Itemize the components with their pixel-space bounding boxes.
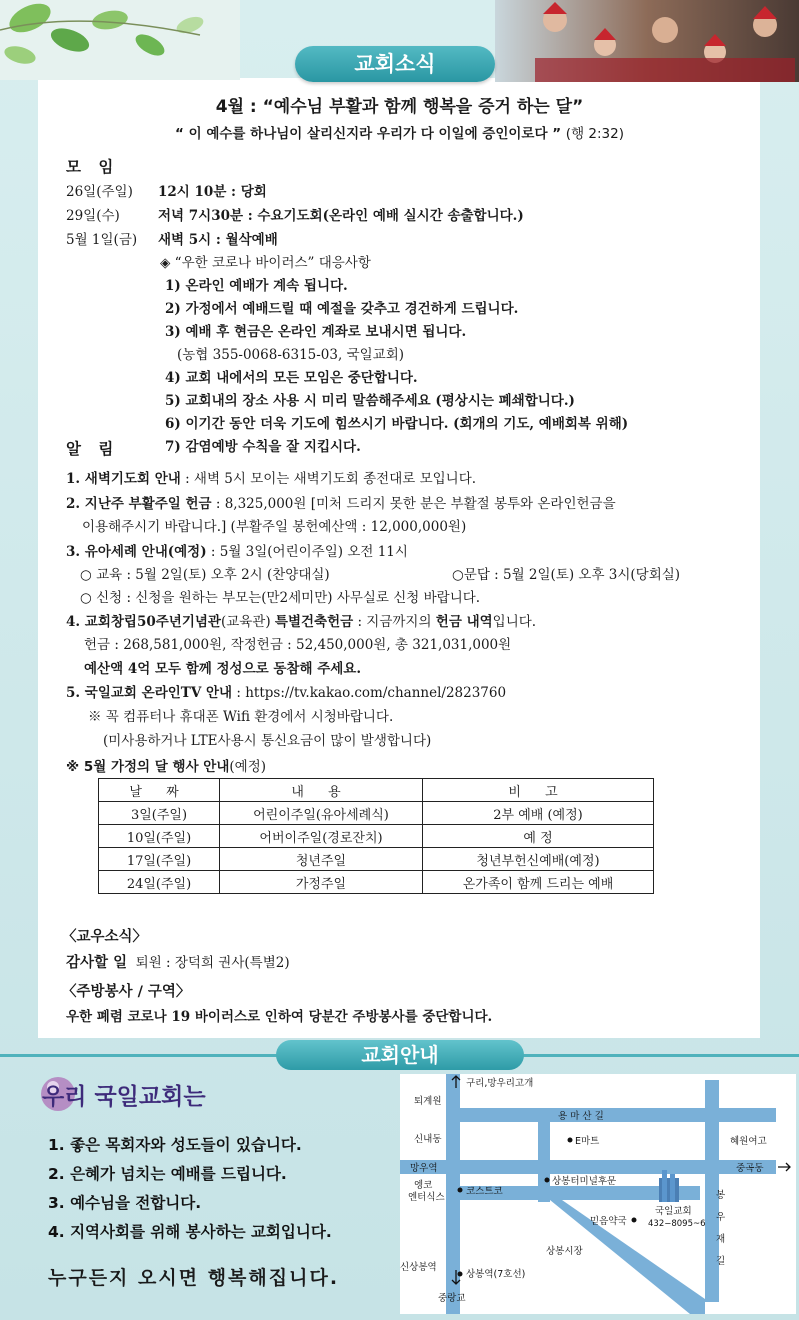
meetings-heading: 모 임: [66, 158, 120, 176]
table-cell: 가정주일: [220, 871, 423, 894]
map-label: 국일교회: [655, 1206, 692, 1217]
church-news-banner: 교회소식: [295, 46, 495, 82]
table-cell: 3일(주일): [99, 802, 220, 825]
map-label: 용 마 산 길: [558, 1111, 604, 1122]
leaves-decoration: [0, 0, 240, 80]
table-cell: 17일(주일): [99, 848, 220, 871]
notice-5: 5. 국일교회 온라인TV 안내 : https://tv.kakao.com/channel/2823760: [66, 685, 507, 701]
teacher-news-heading: 〈교우소식〉: [62, 929, 148, 945]
corona-item: 2) 가정에서 예배드릴 때 예절을 갖추고 경건하게 드립니다.: [165, 301, 519, 317]
corona-item: 4) 교회 내에서의 모든 모임은 중단합니다.: [165, 370, 418, 386]
map-label: 상봉역(7호선): [466, 1269, 526, 1280]
corona-title: ◈ “우한 코로나 바이러스” 대응사항: [160, 255, 371, 271]
may-events-heading: ※ 5월 가정의 달 행사 안내(예정): [66, 759, 267, 775]
kitchen-heading: 〈주방봉사 / 구역〉: [62, 984, 191, 1000]
notice-2-cont: 이용해주시기 바랍니다.] (부활주일 봉헌예산액 : 12,000,000원): [82, 519, 467, 535]
table-cell: 어린이주일(유아세례식): [220, 802, 423, 825]
notice-3: 3. 유아세례 안내(예정) : 5월 3일(어린이주일) 오전 11시: [66, 544, 408, 560]
intro-item: 4. 지역사회를 위해 봉사하는 교회입니다.: [48, 1223, 332, 1241]
table-cell: 2부 예배 (예정): [423, 802, 654, 825]
meeting-date: 29일(수): [66, 208, 120, 224]
meeting-text: 12시 10분 : 당회: [158, 184, 267, 200]
table-row: [99, 825, 654, 848]
notice-3-qa: ○문답 : 5월 2일(토) 오후 3시(당회실): [452, 567, 681, 583]
notice-3-apply: ○ 신청 : 신청을 원하는 부모는(만2세미만) 사무실로 신청 바랍니다.: [80, 590, 481, 606]
corona-item: 7) 감염예방 수칙을 잘 지킵시다.: [165, 439, 361, 455]
table-row: [99, 871, 654, 894]
map-label: 길: [716, 1256, 726, 1267]
table-cell: 10일(주일): [99, 825, 220, 848]
intro-item: 2. 은혜가 넘치는 예배를 드립니다.: [48, 1165, 287, 1183]
map-label: 믿음약국: [590, 1216, 627, 1227]
may-events-table: [98, 778, 654, 894]
map-label: 봉: [716, 1190, 726, 1201]
notice-4-amounts: 헌금 : 268,581,000원, 작정헌금 : 52,450,000원, 총 321,031,000원: [84, 637, 512, 653]
map-label: 코스트코: [466, 1186, 503, 1197]
location-map: [400, 1074, 796, 1314]
map-label: 망우역: [410, 1163, 438, 1174]
corona-item: 6) 이기간 동안 더욱 기도에 힘쓰시기 바랍니다. (회개의 기도, 예배회복 위해): [165, 416, 629, 432]
map-label: 재: [716, 1234, 726, 1245]
welcome-message: 누구든지 오시면 행복해집니다.: [48, 1267, 340, 1289]
map-label: 퇴계원: [414, 1096, 442, 1107]
map-label: 중랑교: [438, 1293, 466, 1304]
notice-5-note2: (미사용하거나 LTE사용시 통신요금이 많이 발생합니다): [103, 733, 432, 749]
corona-item: 5) 교회내의 장소 사용 시 미리 말씀해주세요 (평상시는 폐쇄합니다.): [165, 393, 575, 409]
verse-reference: (행 2:32): [565, 126, 624, 142]
meeting-date: 5월 1일(금): [66, 232, 138, 248]
map-label: E마트: [575, 1136, 600, 1147]
notice-4-goal: 예산액 4억 모두 함께 정성으로 동참해 주세요.: [84, 661, 362, 677]
table-cell: 어버이주일(경로잔치): [220, 825, 423, 848]
intro-title: 우리 국일교회는: [42, 1084, 206, 1110]
map-label: 엥코: [414, 1180, 433, 1191]
table-cell: 예 정: [423, 825, 654, 848]
table-cell: 온가족이 함께 드리는 예배: [423, 871, 654, 894]
meeting-text: 저녁 7시30분 : 수요기도회(온라인 예배 실시간 송출합니다.): [158, 208, 524, 224]
map-label: 엔터식스: [408, 1192, 445, 1203]
corona-item: 3) 예배 후 현금은 온라인 계좌로 보내시면 됩니다.: [165, 324, 467, 340]
meeting-date: 26일(주일): [66, 184, 133, 200]
meeting-text: 새벽 5시 : 월삭예배: [158, 232, 278, 248]
map-label: 상봉터미널후문: [552, 1176, 617, 1187]
map-label: 신내동: [414, 1134, 442, 1145]
notices-heading: 알 림: [66, 440, 120, 458]
map-label: 중곡동: [736, 1163, 764, 1174]
map-label: 신상봉역: [400, 1262, 437, 1273]
bible-verse: “ 이 예수를 하나님이 살리신지라 우리가 다 이일에 증인이로다 ” (행 2:32): [175, 126, 624, 142]
choir-photo: [495, 0, 799, 82]
map-label: 432−8095~6: [648, 1219, 706, 1229]
corona-account: (농협 355-0068-6315-03, 국일교회): [177, 347, 404, 363]
table-header-row: [99, 779, 654, 802]
table-row: [99, 848, 654, 871]
table-row: [99, 802, 654, 825]
table-cell: 청년주일: [220, 848, 423, 871]
intro-item: 1. 좋은 목회자와 성도들이 있습니다.: [48, 1136, 302, 1154]
map-label: 혜원여고: [730, 1136, 767, 1147]
table-header: 비 고: [423, 779, 654, 802]
map-label: 구리,망우리고개: [466, 1078, 534, 1089]
notice-2: 2. 지난주 부활주일 헌금 : 8,325,000원 [미처 드리지 못한 분은 부활절 봉투와 온라인헌금을: [66, 496, 616, 512]
kitchen-text: 우한 폐렴 코로나 19 바이러스로 인하여 당분간 주방봉사를 중단합니다.: [66, 1009, 493, 1025]
map-label: 우: [716, 1212, 726, 1223]
intro-item: 3. 예수님을 전합니다.: [48, 1194, 202, 1212]
table-header: 내 용: [220, 779, 423, 802]
notice-4: 4. 교회창립50주년기념관(교육관) 특별건축헌금 : 지금까지의 헌금 내역입니다.: [66, 614, 537, 630]
table-cell: 24일(주일): [99, 871, 220, 894]
church-info-banner: 교회안내: [276, 1040, 524, 1070]
map-label: 상봉시장: [546, 1246, 583, 1257]
notice-3-education: ○ 교육 : 5월 2일(토) 오후 2시 (찬양대실): [80, 567, 330, 583]
month-title: 4월 : “예수님 부활과 함께 행복을 증거 하는 달”: [215, 97, 584, 117]
table-cell: 청년부헌신예배(예정): [423, 848, 654, 871]
corona-item: 1) 온라인 예배가 계속 됩니다.: [165, 278, 348, 294]
notice-1: 1. 새벽기도회 안내 : 새벽 5시 모이는 새벽기도회 종전대로 모입니다.: [66, 471, 477, 487]
table-header: 날 짜: [99, 779, 220, 802]
notice-5-note1: ※ 꼭 컴퓨터나 휴대폰 Wifi 환경에서 시청바랍니다.: [88, 709, 394, 725]
teacher-news-line: 감사할 일 퇴원 : 장덕희 권사(특별2): [66, 955, 290, 971]
